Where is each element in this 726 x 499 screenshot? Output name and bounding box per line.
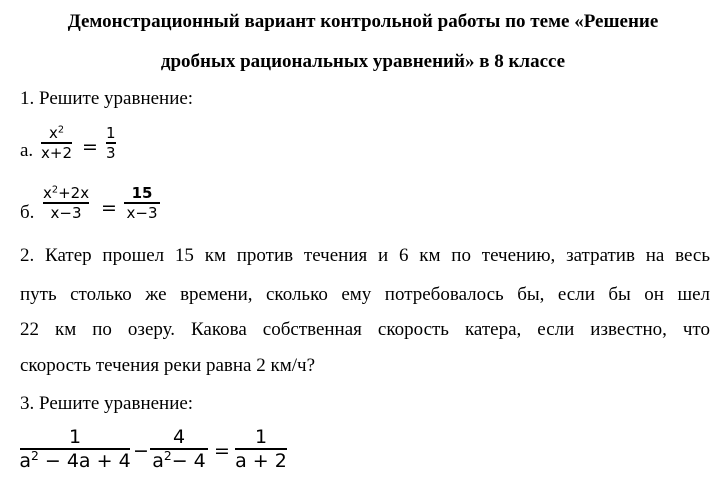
task1a-lhs-numerator: $x^2$ bbox=[48, 124, 65, 142]
task1a-lhs-fraction bbox=[41, 124, 72, 162]
task3-fraction-1-numerator: 1 bbox=[68, 426, 82, 448]
task1a-label: а. bbox=[20, 140, 34, 161]
task1b-rhs-denominator: x−3 bbox=[126, 203, 158, 222]
task3-fraction-2-denominator: $a^2- 4$ bbox=[152, 448, 206, 472]
task3-fraction-2 bbox=[150, 426, 208, 472]
task1b-lhs-denominator: x−3 bbox=[50, 203, 82, 222]
task1a-rhs-fraction bbox=[106, 124, 116, 162]
title-line-2: дробных рациональных уравнений» в 8 классе bbox=[160, 51, 566, 72]
task3-equals: = bbox=[214, 440, 230, 462]
task1b-rhs-numerator: 15 bbox=[131, 184, 153, 202]
task1-heading: 1. Решите уравнение: bbox=[20, 88, 194, 109]
task2-line-2: путь столько же времени, сколько ему потребовалось бы, если бы он шел bbox=[20, 284, 710, 305]
task1a-rhs-denominator: 3 bbox=[106, 143, 116, 162]
task1b-equals: = bbox=[101, 197, 117, 219]
title-line-1: Демонстрационный вариант контрольной работы по теме «Решение bbox=[67, 11, 659, 32]
task1b-lhs-numerator: $x^2+2x$ bbox=[43, 184, 90, 202]
task1a-rhs-numerator: 1 bbox=[106, 124, 116, 142]
task3-fraction-3-denominator: a + 2 bbox=[235, 449, 287, 472]
task2-line-3: 22 км по озеру. Какова собственная скорость катера, если известно, что bbox=[20, 319, 710, 340]
task1b-label: б. bbox=[20, 202, 35, 223]
task1b-lhs-fraction bbox=[43, 184, 89, 222]
task1b-rhs-fraction bbox=[124, 184, 160, 222]
task3-fraction-1 bbox=[20, 426, 130, 472]
task2-line-1: 2. Катер прошел 15 км против течения и 6 км по течению, затратив на весь bbox=[20, 245, 710, 266]
task3-fraction-3-numerator: 1 bbox=[254, 426, 268, 448]
task3-fraction-3 bbox=[235, 426, 287, 472]
task3-minus: − bbox=[133, 440, 149, 462]
task3-fraction-1-denominator: $a^2 - 4a + 4$ bbox=[19, 448, 131, 472]
task1a-equals: = bbox=[82, 136, 98, 158]
task2-line-4: скорость течения реки равна 2 км/ч? bbox=[20, 355, 316, 376]
task3-heading: 3. Решите уравнение: bbox=[20, 393, 194, 414]
task3-fraction-2-numerator: 4 bbox=[172, 426, 186, 448]
task1a-lhs-denominator: x+2 bbox=[41, 143, 72, 162]
